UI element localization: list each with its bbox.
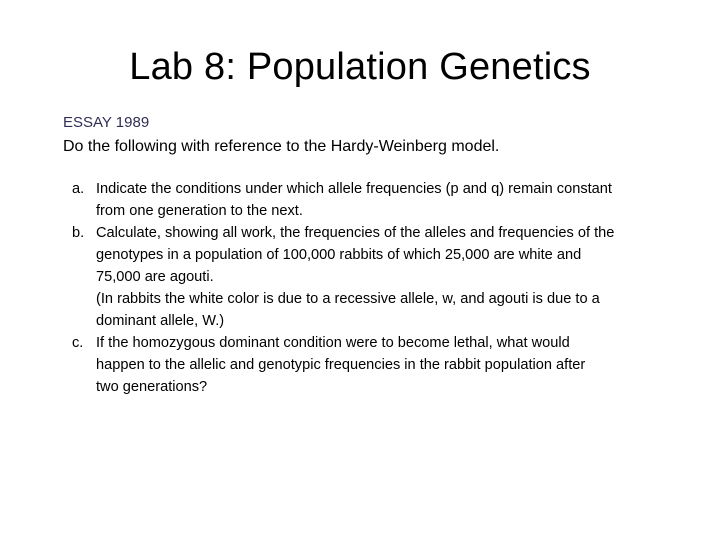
item-c-line-1: If the homozygous dominant condition were to become lethal, what would (96, 335, 570, 351)
slide-title: Lab 8: Population Genetics (129, 46, 591, 88)
item-b-line-5: dominant allele, W.) (96, 313, 225, 329)
item-b-line-4: (In rabbits the white color is due to a recessive allele, w, and agouti is due to a (96, 291, 600, 307)
item-c-line-2: happen to the allelic and genotypic frequencies in the rabbit population after (96, 357, 586, 373)
question-item-a (72, 178, 692, 222)
question-list (72, 178, 692, 398)
question-item-c (72, 332, 692, 398)
intro-text: Do the following with reference to the Hardy-Weinberg model. (63, 138, 500, 155)
item-b-line-2: genotypes in a population of 100,000 rabbits of which 25,000 are white and (96, 247, 582, 263)
item-b-line-3: 75,000 are agouti. (96, 269, 214, 285)
item-a-line-2: from one generation to the next. (96, 203, 303, 219)
question-item-b (72, 222, 692, 332)
item-marker-b: b. (72, 225, 85, 241)
essay-label: ESSAY 1989 (63, 114, 150, 131)
item-marker-a: a. (72, 181, 85, 197)
item-c-line-3: two generations? (96, 379, 208, 395)
item-a-line-1: Indicate the conditions under which allele frequencies (p and q) remain constant (96, 181, 612, 197)
item-b-line-1: Calculate, showing all work, the frequencies of the alleles and frequencies of the (96, 225, 615, 241)
item-marker-c: c. (72, 335, 84, 351)
